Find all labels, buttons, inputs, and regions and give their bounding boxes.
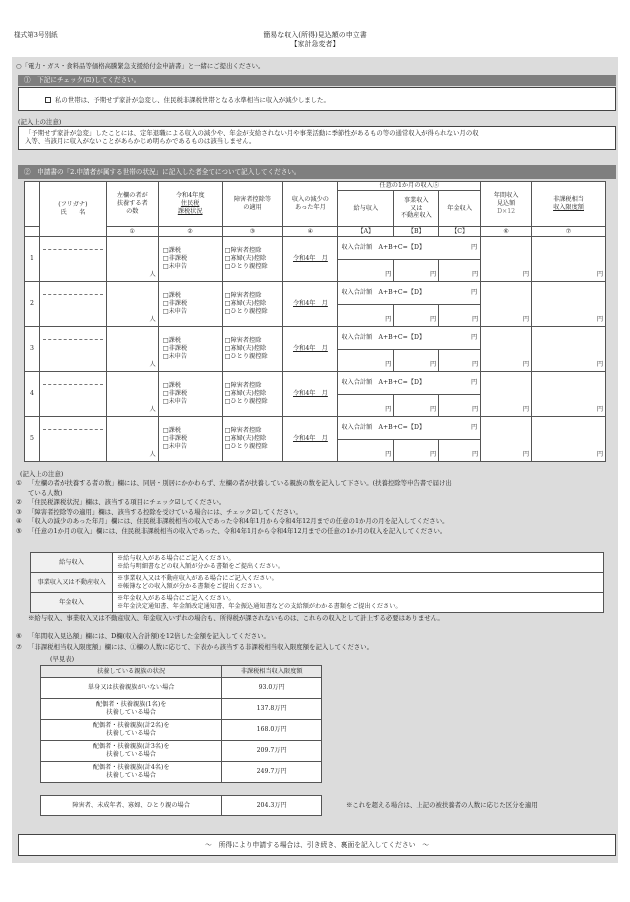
annual-cell[interactable]: 円 xyxy=(481,372,532,417)
note-marker: ② xyxy=(16,498,22,507)
deduction-option-1[interactable]: □寡婦(夫)控除 xyxy=(224,390,267,398)
col-month-header: 収入の減少の あった年月 xyxy=(283,182,338,227)
tax-option-2[interactable]: □未申告 xyxy=(162,397,188,405)
deduction-option-1[interactable]: □寡婦(夫)控除 xyxy=(224,255,267,263)
col-annual-header: 年間収入 見込額 D×12 xyxy=(481,182,532,227)
limit-cell[interactable]: 円 xyxy=(532,327,606,372)
income-type-desc: ※給与収入がある場合にご記入ください。 ※給与明細書などの収入額が分かる書類をご提出ください。 xyxy=(113,553,604,573)
total-cell[interactable]: 収入合計額 A+B+C=【D】 円 xyxy=(338,417,481,440)
income-type-row xyxy=(31,573,604,593)
row-number: 5 xyxy=(25,417,40,462)
annual-cell[interactable]: 円 xyxy=(481,237,532,282)
household-table xyxy=(24,181,606,462)
household-rows xyxy=(25,237,606,462)
tax-option-0[interactable]: □課税 xyxy=(162,382,181,390)
title-main: 簡易な収入(所得)見込額の申立書 xyxy=(263,31,367,39)
ref-row xyxy=(41,699,322,720)
num-1: ① xyxy=(106,227,158,237)
tax-option-1[interactable]: □非課税 xyxy=(162,300,188,308)
letter-c: 【C】 xyxy=(439,227,481,237)
month-cell[interactable]: 令和4年 月 xyxy=(283,327,338,372)
ref-amount: 93.0万円 xyxy=(222,678,322,699)
note-text: 「障害者控除等の適用」欄は、該当する控除を受けている場合には、チェック☑してください。 xyxy=(28,507,302,516)
note-marker: ① xyxy=(16,479,22,487)
household-row xyxy=(25,327,606,350)
tax-status-cell xyxy=(158,417,222,462)
month-cell[interactable]: 令和4年 月 xyxy=(283,417,338,462)
col-name-header: (フリガナ) 氏 名 xyxy=(39,182,106,237)
tax-status-cell xyxy=(158,237,222,282)
deduction-option-1[interactable]: □寡婦(夫)控除 xyxy=(224,300,267,308)
num-3: ③ xyxy=(222,227,283,237)
col-pension-header: 年金収入 xyxy=(439,191,481,227)
footer-text: 〜 所得により申請する場合は、引き続き、裏面を記入してください 〜 xyxy=(204,841,430,849)
section1-box xyxy=(18,87,616,111)
col-deduction-header: 障害者控除等 の適用 xyxy=(222,182,283,227)
limit-reference-table xyxy=(40,665,322,783)
business-cell[interactable]: 円 xyxy=(394,349,439,372)
row-number: 2 xyxy=(25,282,40,327)
business-cell[interactable]: 円 xyxy=(394,304,439,327)
note-text: 「左欄の者が扶養する者の数」欄には、同居・別居にかかわらず、左欄の者が扶養している親族の数を記入して下さい。(扶養控除等申告書で届け出 xyxy=(28,479,452,487)
ref-side-note: ※これを超える場合は、上記の被扶養者の人数に応じた区分を適用 xyxy=(346,801,538,809)
col-dependents-header: 左欄の者が 扶養する者 の数 xyxy=(106,182,158,227)
col-tax-header: 令和4年度 住民税 課税状況 xyxy=(158,182,222,227)
deduction-option-2[interactable]: □ひとり親控除 xyxy=(224,307,268,315)
ref-status: 配偶者・扶養親族(1名)を 扶養している場合 xyxy=(41,699,222,720)
ref-amount: 137.8万円 xyxy=(222,699,322,720)
tax-status-cell xyxy=(158,372,222,417)
row-number: 3 xyxy=(25,327,40,372)
tax-option-0[interactable]: □課税 xyxy=(162,247,181,255)
col-salary-header: 給与収入 xyxy=(338,191,394,227)
salary-cell[interactable]: 円 xyxy=(338,349,394,372)
salary-cell[interactable]: 円 xyxy=(338,259,394,282)
limit-cell[interactable]: 円 xyxy=(532,237,606,282)
ref-col-status: 扶養している親族の状況 xyxy=(41,666,222,678)
tax-status-cell xyxy=(158,327,222,372)
business-cell[interactable]: 円 xyxy=(394,259,439,282)
total-cell[interactable]: 収入合計額 A+B+C=【D】 円 xyxy=(338,327,481,350)
total-cell[interactable]: 収入合計額 A+B+C=【D】 円 xyxy=(338,237,481,260)
name-cell[interactable] xyxy=(39,282,106,327)
note-text: 「任意の1か月の収入」欄には、住民税非課税相当の収入であった、令和4年1月から令和4年12月までの任意の1か月の収入を記入してください。 xyxy=(28,527,447,535)
month-cell[interactable]: 令和4年 月 xyxy=(283,282,338,327)
section1-checkbox-label: 私の世帯は、予期せず家計が急変し、住民税非課税世帯となる水準相当に収入が減少しました。 xyxy=(55,96,330,104)
deduction-option-0[interactable]: □障害者控除 xyxy=(224,337,262,345)
note-marker: ⑤ xyxy=(16,527,22,535)
pension-cell[interactable]: 円 xyxy=(439,259,481,282)
name-cell[interactable] xyxy=(39,417,106,462)
income-type-label: 事業収入又は不動産収入 xyxy=(31,573,113,593)
salary-cell[interactable]: 円 xyxy=(338,394,394,417)
ref-amount: 209.7万円 xyxy=(222,741,322,762)
name-cell[interactable] xyxy=(39,237,106,282)
deduction-cell xyxy=(222,417,283,462)
deduction-cell xyxy=(222,327,283,372)
ref-status: 配偶者・扶養親族(計3名)を 扶養している場合 xyxy=(41,741,222,762)
note-marker: ⑦ xyxy=(16,643,22,651)
num-7: ⑦ xyxy=(532,227,606,237)
form-number: 様式第3号別紙 xyxy=(14,31,58,39)
note-marker: ③ xyxy=(16,507,22,516)
notes1-line2: 入等、当該月に収入がないことがあらかじめ明らかであるものは該当しません。 xyxy=(25,137,256,145)
note-text: ている人数) xyxy=(28,488,63,497)
deduction-option-0[interactable]: □障害者控除 xyxy=(224,247,262,255)
section1-bar: ① 下記にチェック(☑)してください。 xyxy=(18,75,616,86)
pension-cell[interactable]: 円 xyxy=(439,394,481,417)
deduction-cell xyxy=(222,237,283,282)
deduction-option-1[interactable]: □寡婦(夫)控除 xyxy=(224,345,267,353)
note-marker: ④ xyxy=(16,517,22,526)
notes1-heading: (記入上の注意) xyxy=(18,118,62,126)
ref-status: 単身又は扶養親族がいない場合 xyxy=(41,678,222,699)
notes2-heading: (記入上の注意) xyxy=(20,470,64,478)
deduction-option-2[interactable]: □ひとり親控除 xyxy=(224,352,268,360)
tax-option-0[interactable]: □課税 xyxy=(162,292,181,300)
tax-option-2[interactable]: □未申告 xyxy=(162,442,188,450)
ref-amount: 249.7万円 xyxy=(222,762,322,783)
row-number: 4 xyxy=(25,372,40,417)
row-number: 1 xyxy=(25,237,40,282)
name-cell[interactable] xyxy=(39,327,106,372)
deduction-option-1[interactable]: □寡婦(夫)控除 xyxy=(224,435,267,443)
salary-cell[interactable]: 円 xyxy=(338,304,394,327)
pension-cell[interactable]: 円 xyxy=(439,304,481,327)
tax-option-0[interactable]: □課税 xyxy=(162,337,181,345)
income-type-row xyxy=(31,593,604,613)
dependents-cell[interactable]: 人 xyxy=(106,417,158,462)
dependents-cell[interactable]: 人 xyxy=(106,282,158,327)
dependents-cell[interactable]: 人 xyxy=(106,372,158,417)
pension-cell[interactable]: 円 xyxy=(439,349,481,372)
ref-row xyxy=(41,720,322,741)
income-note: ※給与収入、事業収入又は不動産収入、年金収入いずれの場合も、所得税が課されないものは、これらの収入として計上する必要はありません。 xyxy=(28,614,444,622)
pension-cell[interactable]: 円 xyxy=(439,439,481,462)
letter-a: 【A】 xyxy=(338,227,394,237)
household-row xyxy=(25,282,606,305)
dependents-cell[interactable]: 人 xyxy=(106,327,158,372)
tax-option-1[interactable]: □非課税 xyxy=(162,435,188,443)
household-change-checkbox[interactable] xyxy=(45,97,51,103)
col-index-blank xyxy=(25,227,40,237)
annual-cell[interactable]: 円 xyxy=(481,327,532,372)
annual-cell[interactable]: 円 xyxy=(481,417,532,462)
letter-b: 【B】 xyxy=(394,227,439,237)
dependents-cell[interactable]: 人 xyxy=(106,237,158,282)
business-cell[interactable]: 円 xyxy=(394,394,439,417)
income-type-label: 給与収入 xyxy=(31,553,113,573)
col-index xyxy=(25,182,40,227)
section1-checkbox-row xyxy=(45,96,330,104)
limit-cell[interactable]: 円 xyxy=(532,282,606,327)
note-text: 「収入の減少のあった年月」欄には、住民税非課税相当の収入であった令和4年1月から令和4年12月までの任意の1か月の月を記入してください。 xyxy=(28,517,449,526)
col-limit-header: 非課税相当 収入限度額 xyxy=(532,182,606,227)
section2-bar: ② 申請書の「2.申請者が属する世帯の状況」に記入した者全てについて記入してください。 xyxy=(18,165,616,179)
col-business-header: 事業収入 又は 不動産収入 xyxy=(394,191,439,227)
note-text: 「住民税課税状況」欄は、該当する項目にチェック☑してください。 xyxy=(28,498,226,507)
annual-cell[interactable]: 円 xyxy=(481,282,532,327)
tax-option-2[interactable]: □未申告 xyxy=(162,352,188,360)
limit-cell[interactable]: 円 xyxy=(532,372,606,417)
special-status: 障害者、未成年者、寡婦、ひとり親の場合 xyxy=(41,796,222,816)
col-monthly-income-header: 任意の1か月の収入⑤ xyxy=(338,182,481,191)
name-cell[interactable] xyxy=(39,372,106,417)
income-type-label: 年金収入 xyxy=(31,593,113,613)
tax-option-2[interactable]: □未申告 xyxy=(162,307,188,315)
special-amount: 204.3万円 xyxy=(222,796,322,816)
ref-status: 配偶者・扶養親族(計2名)を 扶養している場合 xyxy=(41,720,222,741)
tax-option-2[interactable]: □未申告 xyxy=(162,262,188,270)
note-text: 「年間収入見込額」欄には、D欄(収入合計額)を12倍した金額を記入してください。 xyxy=(28,632,270,640)
income-type-desc: ※年金収入がある場合にご記入ください。 ※年金決定通知書、年金額改定通知書、年金振込通知書などの支給額がわかる書類をご提出ください。 xyxy=(113,593,604,613)
deduction-cell xyxy=(222,372,283,417)
total-cell[interactable]: 収入合計額 A+B+C=【D】 円 xyxy=(338,282,481,305)
notes1-box xyxy=(18,126,616,150)
ref-caption: (早見表) xyxy=(50,655,75,663)
deduction-option-0[interactable]: □障害者控除 xyxy=(224,427,262,435)
income-type-row xyxy=(31,553,604,573)
note-text: 「非課税相当収入限度額」欄には、①欄の人数に応じて、下表から該当する非課税相当収入限度額を記入してください。 xyxy=(28,643,373,651)
household-row xyxy=(25,372,606,395)
ref-amount: 168.0万円 xyxy=(222,720,322,741)
intro-text: ○「電力・ガス・食料品等価格高騰緊急支援給付金申請書」と一緒にご提出ください。 xyxy=(16,62,265,70)
deduction-option-2[interactable]: □ひとり親控除 xyxy=(224,262,268,270)
salary-cell[interactable]: 円 xyxy=(338,439,394,462)
income-types-table xyxy=(30,552,604,613)
title-sub: 【家計急変者】 xyxy=(290,40,340,48)
ref-row xyxy=(41,678,322,699)
month-cell[interactable]: 令和4年 月 xyxy=(283,372,338,417)
deduction-option-2[interactable]: □ひとり親控除 xyxy=(224,397,268,405)
deduction-option-2[interactable]: □ひとり親控除 xyxy=(224,442,268,450)
ref-row xyxy=(41,741,322,762)
document-title xyxy=(0,31,630,49)
ref-status: 配偶者・扶養親族(計4名)を 扶養している場合 xyxy=(41,762,222,783)
num-4: ④ xyxy=(283,227,338,237)
note-marker: ⑥ xyxy=(16,632,22,640)
deduction-option-0[interactable]: □障害者控除 xyxy=(224,382,262,390)
tax-option-1[interactable]: □非課税 xyxy=(162,255,188,263)
deduction-option-0[interactable]: □障害者控除 xyxy=(224,292,262,300)
business-cell[interactable]: 円 xyxy=(394,439,439,462)
special-limit-table xyxy=(40,795,322,816)
num-2: ② xyxy=(158,227,222,237)
ref-row xyxy=(41,762,322,783)
household-row xyxy=(25,237,606,260)
month-cell[interactable]: 令和4年 月 xyxy=(283,237,338,282)
tax-option-0[interactable]: □課税 xyxy=(162,427,181,435)
ref-col-amount: 非課税相当収入限度額 xyxy=(222,666,322,678)
total-cell[interactable]: 収入合計額 A+B+C=【D】 円 xyxy=(338,372,481,395)
num-6: ⑥ xyxy=(481,227,532,237)
tax-option-1[interactable]: □非課税 xyxy=(162,390,188,398)
household-row xyxy=(25,417,606,440)
tax-option-1[interactable]: □非課税 xyxy=(162,345,188,353)
tax-status-cell xyxy=(158,282,222,327)
income-type-desc: ※事業収入又は不動産収入がある場合にご記入ください。 ※帳簿などの収入額が分かる書類をご提出ください。 xyxy=(113,573,604,593)
deduction-cell xyxy=(222,282,283,327)
footer-box xyxy=(18,834,616,856)
limit-cell[interactable]: 円 xyxy=(532,417,606,462)
notes1-line1: 「予期せず家計が急変」したことには、定年退職による収入の減少や、年金が支給されない月や事業活動に季節性があるもの等の通常収入が得られない月の収 xyxy=(25,129,479,137)
